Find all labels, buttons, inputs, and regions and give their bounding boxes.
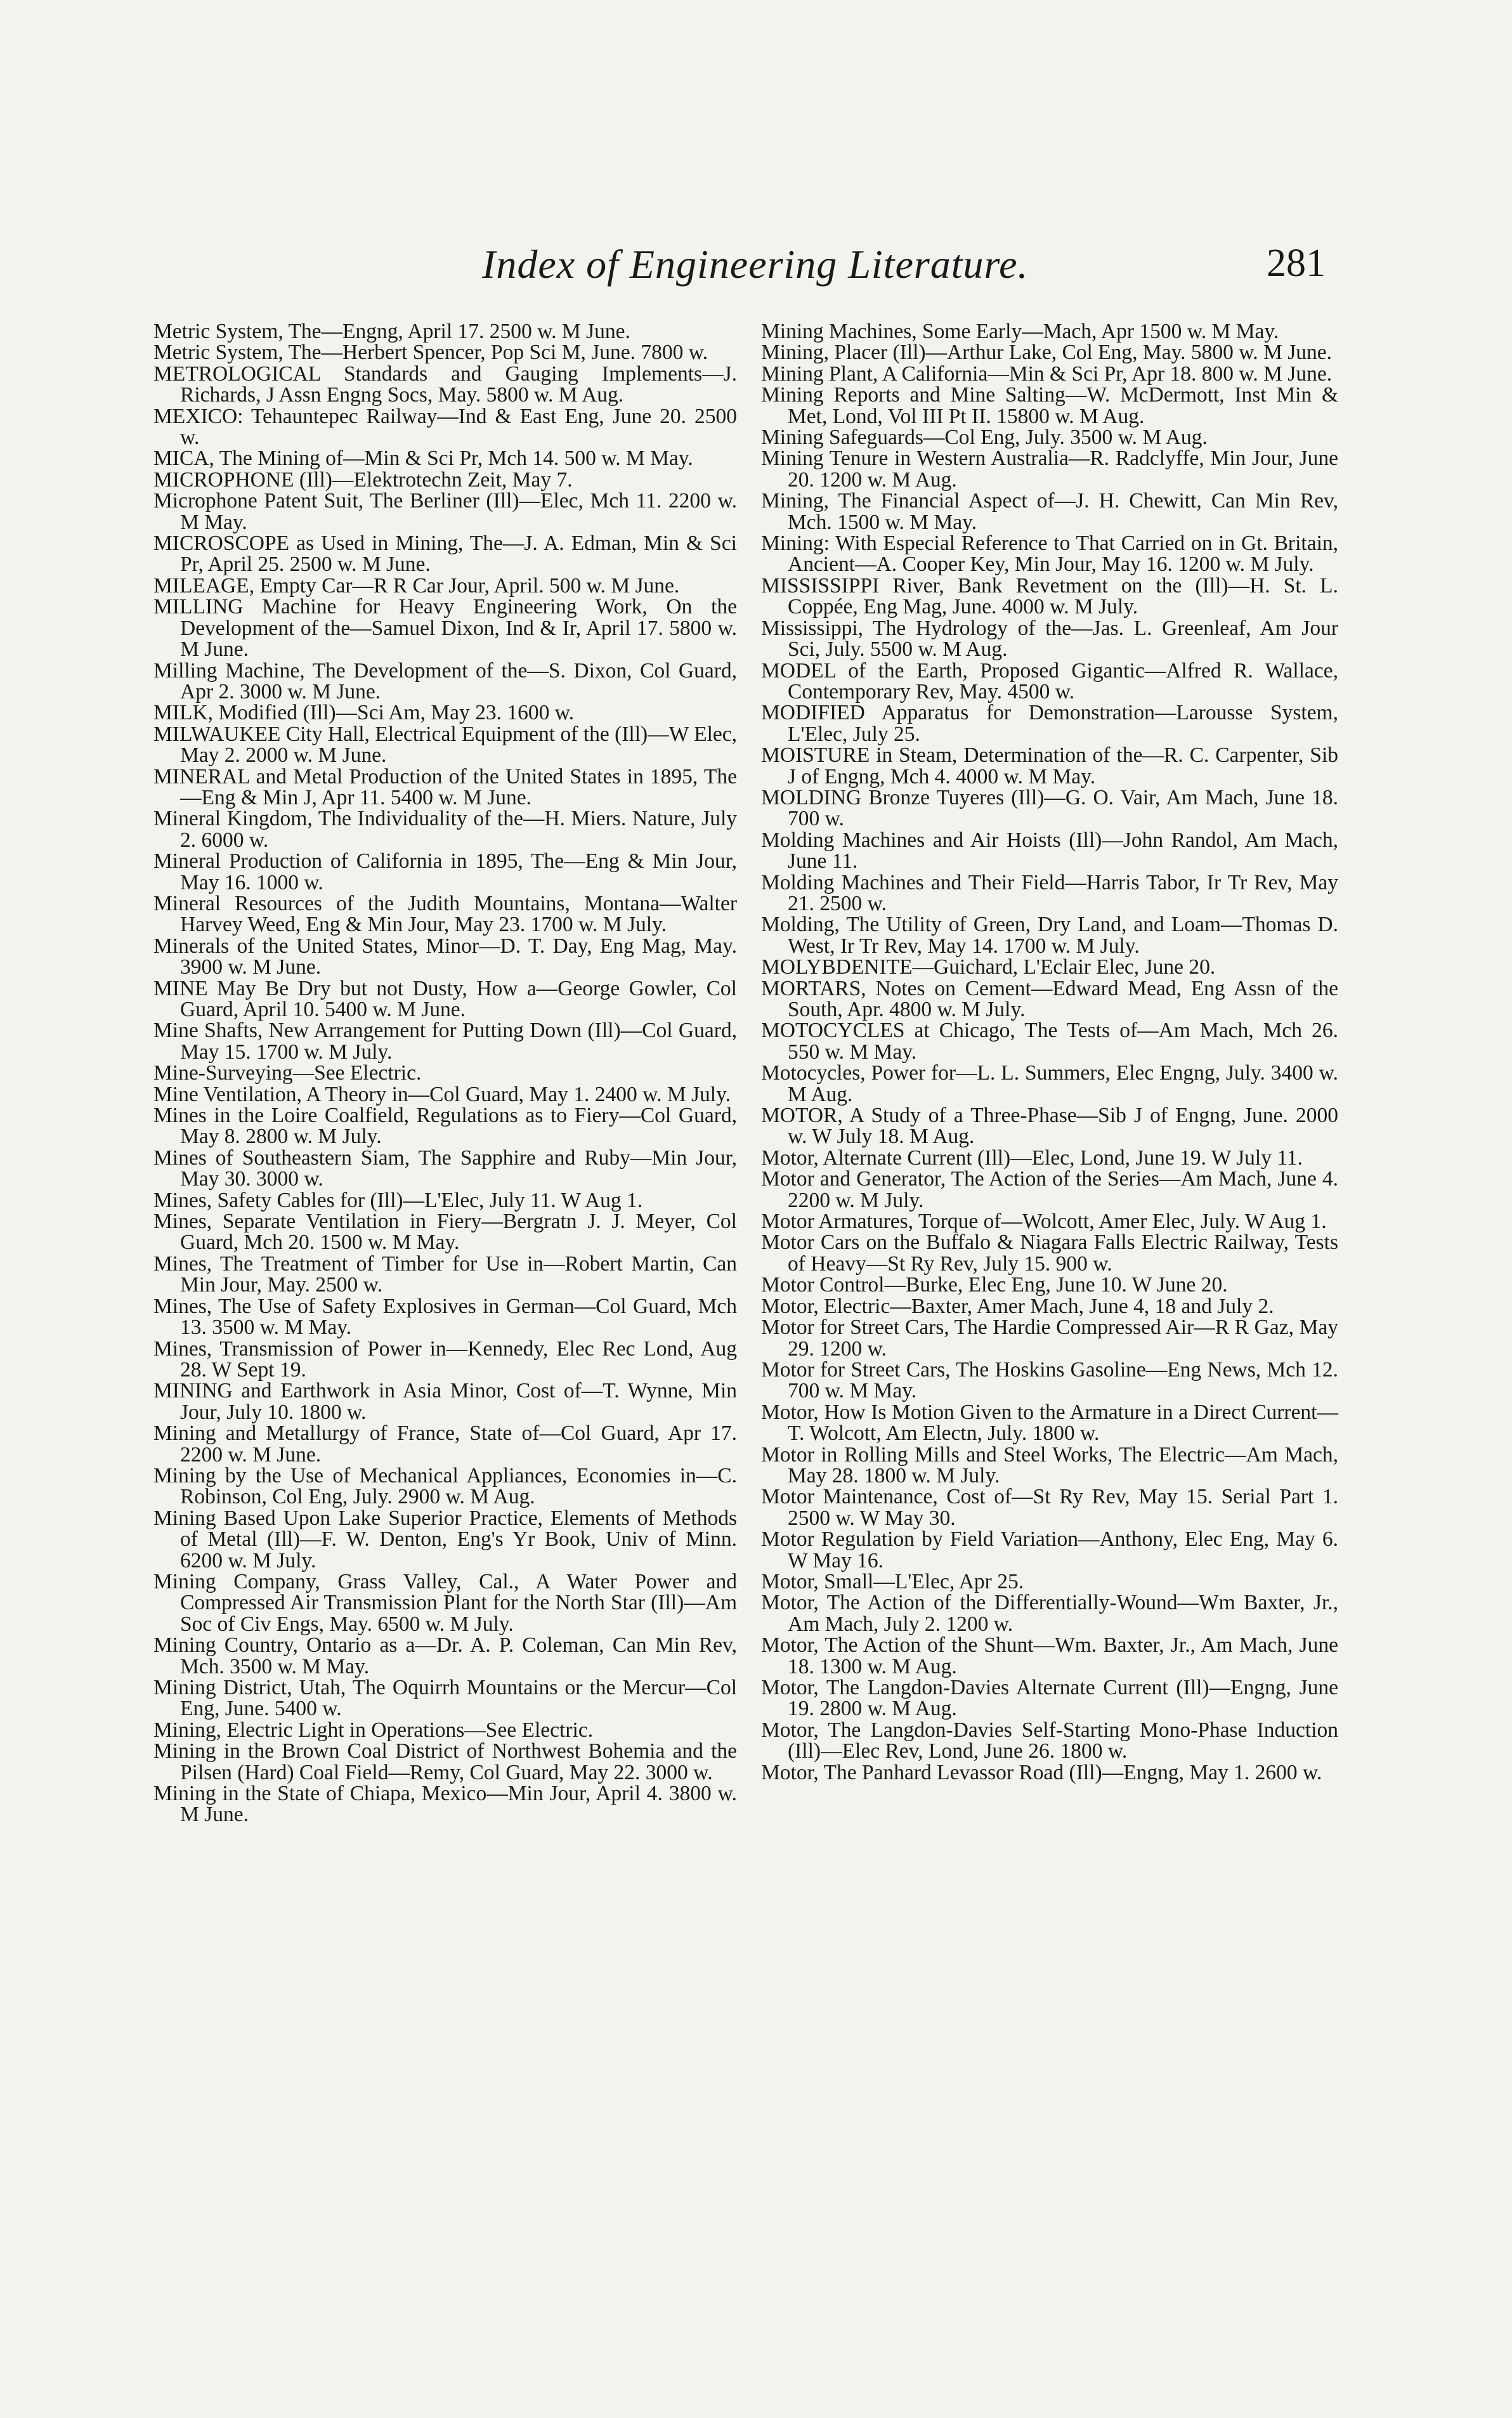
index-entry: Motor, Small—L'Elec, Apr 25.: [761, 1569, 1024, 1593]
index-entry: Mining in the Brown Coal District of Northwest Bohemia and the Pilsen (Hard) Coal Field—Remy, Col Guard, May 22. 3000 w.: [153, 1739, 737, 1784]
index-entry: MODIFIED Apparatus for Demonstration—Larousse System, L'Elec, July 25.: [761, 701, 1338, 746]
index-entry: Mineral Resources of the Judith Mountains, Montana—Walter Harvey Weed, Eng & Min Jour, May 23. 1700 w. M July.: [153, 891, 737, 937]
index-entry: Motor, The Langdon-Davies Self-Starting Mono-Phase Induction (Ill)—Elec Rev, Lond, June 26. 1800 w.: [761, 1718, 1338, 1763]
index-entry: Mining Country, Ontario as a—Dr. A. P. Coleman, Can Min Rev, Mch. 3500 w. M May.: [153, 1633, 737, 1678]
index-entry: Mining, Electric Light in Operations—See Electric.: [153, 1718, 594, 1742]
index-entry: Motor Control—Burke, Elec Eng, June 10. W June 20.: [761, 1273, 1228, 1297]
index-entry: MODEL of the Earth, Proposed Gigantic—Alfred R. Wallace, Contemporary Rev, May. 4500 w.: [761, 658, 1338, 703]
page-number: 281: [1267, 242, 1326, 285]
index-entry: MISSISSIPPI River, Bank Revetment on the (Ill)—H. St. L. Coppée, Eng Mag, June. 4000 w. M July.: [761, 573, 1338, 619]
index-entry: Mining District, Utah, The Oquirrh Mountains or the Mercur—Col Eng, June. 5400 w.: [153, 1676, 737, 1721]
index-entry: MICROPHONE (Ill)—Elektrotechn Zeit, May 7.: [153, 467, 573, 492]
index-entry: Motor for Street Cars, The Hardie Compressed Air—R R Gaz, May 29. 1200 w.: [761, 1316, 1338, 1361]
index-entry: Motor, Electric—Baxter, Amer Mach, June 4, 18 and July 2.: [761, 1294, 1274, 1318]
index-entry: Motor, The Action of the Shunt—Wm. Baxter, Jr., Am Mach, June 18. 1300 w. M Aug.: [761, 1633, 1338, 1678]
index-entry: Mines, Safety Cables for (Ill)—L'Elec, July 11. W Aug 1.: [153, 1188, 643, 1212]
index-entry: Motocycles, Power for—L. L. Summers, Elec Engng, July. 3400 w. M Aug.: [761, 1061, 1338, 1106]
index-entry: Mining Machines, Some Early—Mach, Apr 1500 w. M May.: [761, 320, 1279, 343]
index-entry: Mining Reports and Mine Salting—W. McDermott, Inst Min & Met, Lond, Vol III Pt II. 15800 w. M Aug.: [761, 383, 1338, 428]
index-entry: Mining Company, Grass Valley, Cal., A Water Power and Compressed Air Transmission Plant for the North Star (Ill)—Am Soc of Civ Engs, May. 6500 w. M July.: [153, 1569, 737, 1636]
index-entry: Motor, The Langdon-Davies Alternate Current (Ill)—Engng, June 19. 2800 w. M Aug.: [761, 1676, 1338, 1721]
index-entry: Motor Regulation by Field Variation—Anthony, Elec Eng, May 6. W May 16.: [761, 1527, 1338, 1572]
index-entry: Mines, Transmission of Power in—Kennedy, Elec Rec Lond, Aug 28. W Sept 19.: [153, 1336, 737, 1382]
index-entry: MILEAGE, Empty Car—R R Car Jour, April. 500 w. M June.: [153, 573, 680, 598]
index-entry: Mining, The Financial Aspect of—J. H. Chewitt, Can Min Rev, Mch. 1500 w. M May.: [761, 489, 1338, 534]
index-entry: Mine-Surveying—See Electric.: [153, 1061, 422, 1085]
index-entry: Milling Machine, The Development of the—S. Dixon, Col Guard, Apr 2. 3000 w. M June.: [153, 658, 737, 703]
index-entry: MEXICO: Tehauntepec Railway—Ind & East Eng, June 20. 2500 w.: [153, 404, 737, 450]
index-entry: MOLDING Bronze Tuyeres (Ill)—G. O. Vair, Am Mach, June 18. 700 w.: [761, 785, 1338, 831]
index-entry: Motor, The Panhard Levassor Road (Ill)—Engng, May 1. 2600 w.: [761, 1760, 1322, 1784]
index-entry: Molding Machines and Air Hoists (Ill)—John Randol, Am Mach, June 11.: [761, 828, 1338, 873]
index-entry: Mines, The Use of Safety Explosives in German—Col Guard, Mch 13. 3500 w. M May.: [153, 1294, 737, 1340]
index-entry: Mining Plant, A California—Min & Sci Pr, Apr 18. 800 w. M June.: [761, 362, 1333, 386]
index-entry: METROLOGICAL Standards and Gauging Implements—J. Richards, J Assn Engng Socs, May. 5800 w. M Aug.: [153, 362, 737, 407]
index-entry: MINE May Be Dry but not Dusty, How a—George Gowler, Col Guard, April 10. 5400 w. M June.: [153, 976, 737, 1021]
index-entry: MILLING Machine for Heavy Engineering Work, On the Development of the—Samuel Dixon, Ind & Ir, April 17. 5800 w. M June.: [153, 595, 737, 662]
right-index-column: [761, 321, 1338, 1783]
index-entry: MILWAUKEE City Hall, Electrical Equipment of the (Ill)—W Elec, May 2. 2000 w. M June.: [153, 722, 737, 768]
index-entry: Mines, Separate Ventilation in Fiery—Bergratn J. J. Meyer, Col Guard, Mch 20. 1500 w. M May.: [153, 1210, 737, 1255]
left-index-column: [153, 321, 737, 1826]
index-entry: Mining, Placer (Ill)—Arthur Lake, Col Eng, May. 5800 w. M June.: [761, 341, 1333, 365]
index-entry: Mining and Metallurgy of France, State of—Col Guard, Apr 17. 2200 w. M June.: [153, 1421, 737, 1467]
index-entry: Motor and Generator, The Action of the Series—Am Mach, June 4. 2200 w. M July.: [761, 1167, 1338, 1212]
index-entry: MINERAL and Metal Production of the United States in 1895, The—Eng & Min J, Apr 11. 5400 w. M June.: [153, 764, 737, 809]
index-entry: MOTOR, A Study of a Three-Phase—Sib J of Engng, June. 2000 w. W July 18. M Aug.: [761, 1104, 1338, 1149]
index-entry: MICA, The Mining of—Min & Sci Pr, Mch 14. 500 w. M May.: [153, 447, 693, 471]
index-entry: Mine Ventilation, A Theory in—Col Guard, May 1. 2400 w. M July.: [153, 1082, 731, 1106]
index-entry: Metric System, The—Engng, April 17. 2500 w. M June.: [153, 320, 630, 343]
index-entry: Motor, How Is Motion Given to the Armature in a Direct Current—T. Wolcott, Am Electn, July. 1800 w.: [761, 1400, 1338, 1446]
index-entry: Motor for Street Cars, The Hoskins Gasoline—Eng News, Mch 12. 700 w. M May.: [761, 1357, 1338, 1403]
index-entry: MINING and Earthwork in Asia Minor, Cost of—T. Wynne, Min Jour, July 10. 1800 w.: [153, 1379, 737, 1424]
index-entry: Metric System, The—Herbert Spencer, Pop Sci M, June. 7800 w.: [153, 341, 708, 365]
index-entry: Mineral Kingdom, The Individuality of the—H. Miers. Nature, July 2. 6000 w.: [153, 807, 737, 852]
index-entry: Mississippi, The Hydrology of the—Jas. L. Greenleaf, Am Jour Sci, July. 5500 w. M Aug.: [761, 616, 1338, 662]
index-entry: Mining Safeguards—Col Eng, July. 3500 w. M Aug.: [761, 426, 1208, 450]
index-entry: Mines in the Loire Coalfield, Regulations as to Fiery—Col Guard, May 8. 2800 w. M July.: [153, 1104, 737, 1149]
index-entry: MOLYBDENITE—Guichard, L'Eclair Elec, June 20.: [761, 955, 1216, 979]
index-entry: Mines, The Treatment of Timber for Use in—Robert Martin, Can Min Jour, May. 2500 w.: [153, 1251, 737, 1297]
index-entry: Mine Shafts, New Arrangement for Putting Down (Ill)—Col Guard, May 15. 1700 w. M July.: [153, 1019, 737, 1064]
index-entry: Motor Cars on the Buffalo & Niagara Falls Electric Railway, Tests of Heavy—St Ry Rev, July 15. 900 w.: [761, 1231, 1338, 1276]
index-entry: Mining: With Especial Reference to That Carried on in Gt. Britain, Ancient—A. Cooper Key, Min Jour, May 16. 1200 w. M July.: [761, 532, 1338, 577]
index-entry: Motor, Alternate Current (Ill)—Elec, Lond, June 19. W July 11.: [761, 1146, 1303, 1170]
index-entry: Mineral Production of California in 1895, The—Eng & Min Jour, May 16. 1000 w.: [153, 849, 737, 894]
index-entry: MOTOCYCLES at Chicago, The Tests of—Am Mach, Mch 26. 550 w. M May.: [761, 1019, 1338, 1064]
index-entry: Molding Machines and Their Field—Harris Tabor, Ir Tr Rev, May 21. 2500 w.: [761, 870, 1338, 915]
index-entry: Mines of Southeastern Siam, The Sapphire and Ruby—Min Jour, May 30. 3000 w.: [153, 1146, 737, 1191]
index-entry: Motor Maintenance, Cost of—St Ry Rev, May 15. Serial Part 1. 2500 w. W May 30.: [761, 1485, 1338, 1530]
index-entry: MOISTURE in Steam, Determination of the—R. C. Carpenter, Sib J of Engng, Mch 4. 4000 w. M May.: [761, 743, 1338, 788]
index-entry: Mining Tenure in Western Australia—R. Radclyffe, Min Jour, June 20. 1200 w. M Aug.: [761, 447, 1338, 492]
index-entry: Motor in Rolling Mills and Steel Works, The Electric—Am Mach, May 28. 1800 w. M July.: [761, 1442, 1338, 1487]
index-entry: MILK, Modified (Ill)—Sci Am, May 23. 1600 w.: [153, 701, 575, 725]
index-entry: MORTARS, Notes on Cement—Edward Mead, Eng Assn of the South, Apr. 4800 w. M July.: [761, 976, 1338, 1021]
index-entry: Motor Armatures, Torque of—Wolcott, Amer Elec, July. W Aug 1.: [761, 1210, 1327, 1234]
index-entry: Mining Based Upon Lake Superior Practice, Elements of Methods of Metal (Ill)—F. W. Denton, Eng's Yr Book, Univ of Minn. 6200 w. M July.: [153, 1506, 737, 1572]
index-entry: Motor, The Action of the Differentially-Wound—Wm Baxter, Jr., Am Mach, July 2. 1200 w.: [761, 1591, 1338, 1636]
running-header: [482, 241, 1326, 304]
index-entry: Minerals of the United States, Minor—D. T. Day, Eng Mag, May. 3900 w. M June.: [153, 934, 737, 979]
page-title: Index of Engineering Literature.: [482, 242, 1029, 287]
index-entry: Microphone Patent Suit, The Berliner (Ill)—Elec, Mch 11. 2200 w. M May.: [153, 489, 737, 534]
index-entry: Mining in the State of Chiapa, Mexico—Min Jour, April 4. 3800 w. M June.: [153, 1782, 737, 1827]
index-entry: Molding, The Utility of Green, Dry Land, and Loam—Thomas D. West, Ir Tr Rev, May 14. 1700 w. M July.: [761, 913, 1338, 958]
index-entry: Mining by the Use of Mechanical Appliances, Economies in—C. Robinson, Col Eng, July. 2900 w. M Aug.: [153, 1463, 737, 1509]
index-entry: MICROSCOPE as Used in Mining, The—J. A. Edman, Min & Sci Pr, April 25. 2500 w. M June.: [153, 532, 737, 577]
